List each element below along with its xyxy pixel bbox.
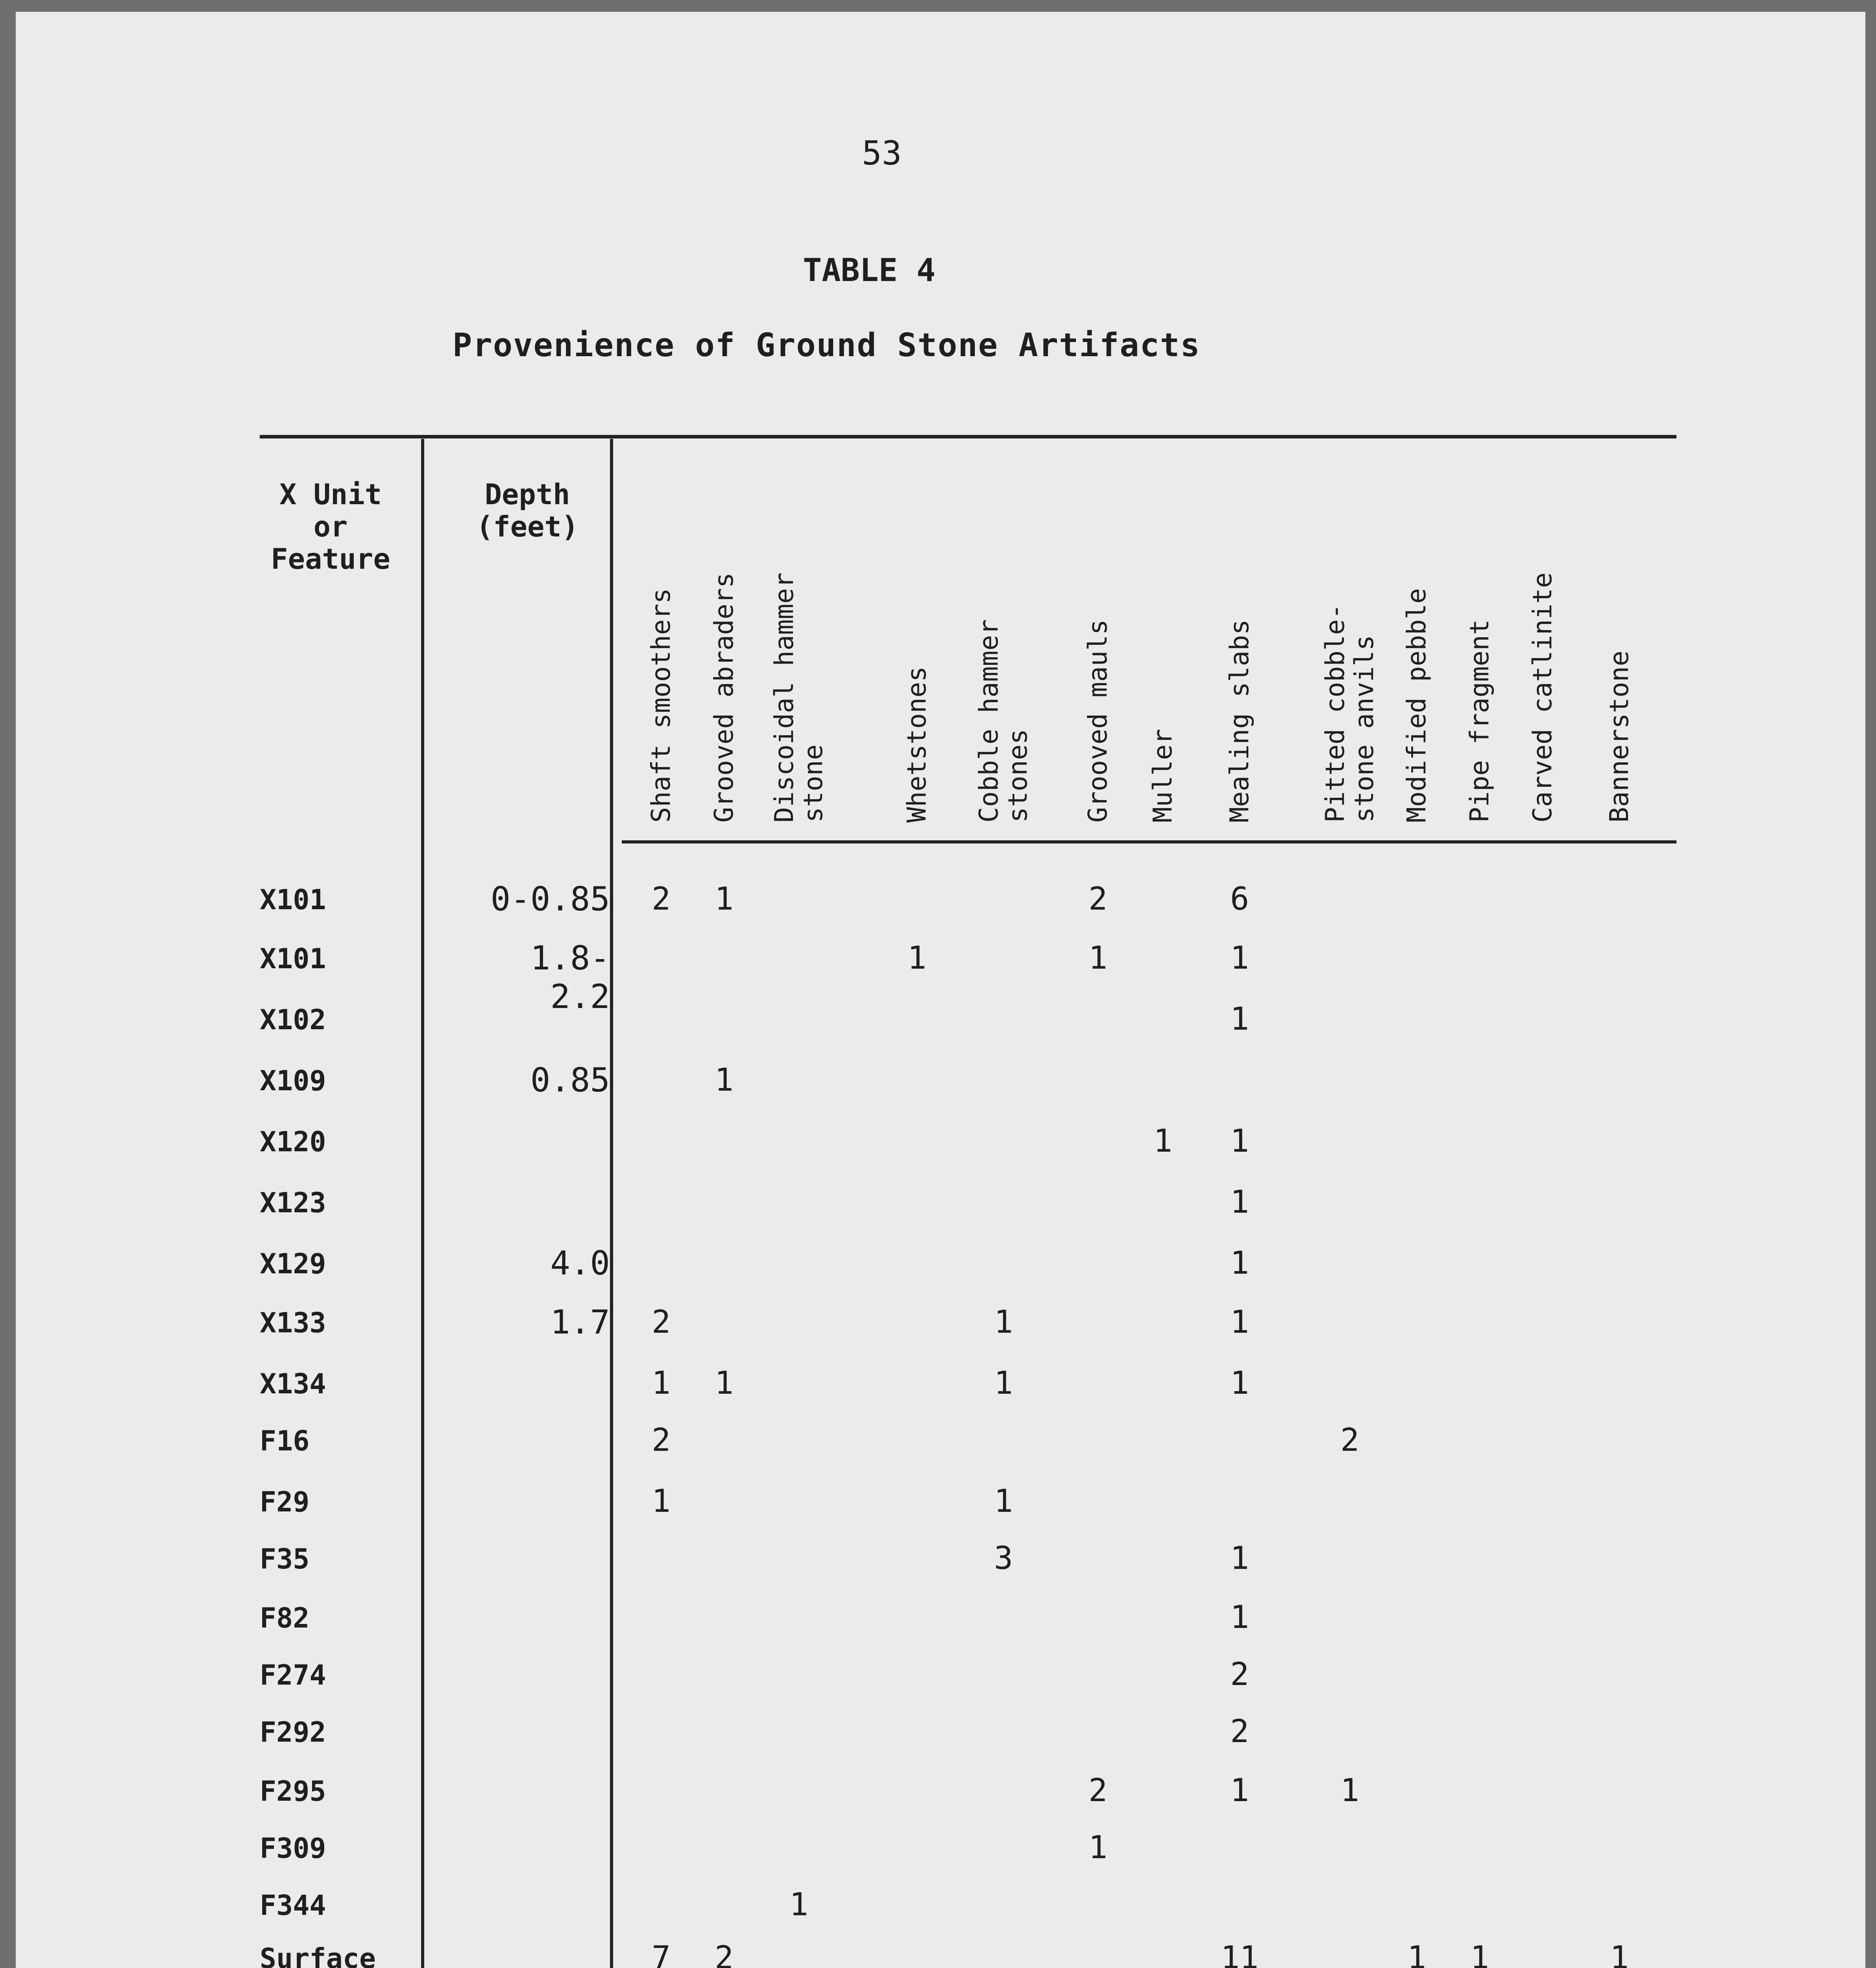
row-label: X101 [260,943,326,975]
column-header [1605,476,1634,823]
row-label: F82 [260,1602,310,1634]
header-bottom-rule [622,840,1676,843]
count-cell: 1 [1230,1599,1249,1635]
count-cell: 1 [651,1483,671,1519]
count-cell: 1 [1407,1939,1427,1968]
count-cell: 1 [789,1886,809,1923]
count-cell: 7 [651,1939,671,1968]
count-cell: 2 [651,1304,671,1340]
column-header [647,476,676,823]
column-header [974,476,1033,823]
count-cell: 1 [1230,1245,1249,1281]
depth-counts-divider [610,439,613,1968]
count-cell: 2 [651,880,671,917]
column-header-line1: Pitted cobble- [1320,603,1350,823]
depth-header [453,478,602,543]
count-cell: 1 [1088,1829,1108,1866]
column-header [1528,476,1557,823]
column-header-line1: Discoidal hammer [769,572,799,823]
unit-depth-divider [421,439,424,1968]
count-cell: 1 [907,940,927,976]
table-caption: TABLE 4 [803,252,936,289]
column-header [1465,476,1494,823]
column-header-line1: Shaft smoothers [646,588,676,823]
row-depth: 0.85 [530,1061,610,1099]
count-cell: 1 [1230,1184,1249,1220]
column-header [1083,476,1113,823]
row-label: X133 [260,1307,326,1339]
count-cell: 2 [1088,880,1108,917]
count-cell: 2 [714,1939,734,1968]
count-cell: 1 [1088,940,1108,976]
count-cell: 1 [1230,1540,1249,1576]
count-cell: 3 [994,1540,1013,1576]
row-label: F344 [260,1889,326,1922]
row-depth: 4.0 [550,1244,610,1282]
count-cell: 1 [1153,1123,1173,1159]
top-rule [260,435,1676,438]
row-label: F309 [260,1832,326,1864]
row-label: F292 [260,1716,326,1748]
count-cell: 1 [1230,1772,1249,1809]
count-cell: 2 [1340,1422,1360,1458]
count-cell: 11 [1220,1939,1259,1968]
row-label: F274 [260,1659,326,1691]
document-page [16,12,1865,1968]
column-header-line1: Cobble hammer [974,619,1004,823]
row-depth: 0-0.85 [490,880,610,918]
row-label: X129 [260,1248,326,1280]
column-header-line1: Muller [1148,729,1178,823]
column-header-line1: Grooved abraders [709,572,739,823]
column-header-line1: Mealing slabs [1224,619,1255,823]
column-header [1321,476,1379,823]
row-label: X120 [260,1126,326,1158]
column-header-line1: Bannerstone [1604,650,1634,823]
count-cell: 1 [1230,1365,1249,1401]
row-label: F29 [260,1486,310,1518]
row-label: Surface [260,1942,376,1968]
column-header-line1: Modified pebble [1401,588,1432,823]
depth-header-line2: (feet) [476,510,579,543]
column-header [1402,476,1431,823]
row-label: X101 [260,884,326,916]
column-header-line1: Whetstones [902,666,932,823]
count-cell: 1 [1340,1772,1360,1809]
count-cell: 1 [651,1365,671,1401]
unit-header-line1: X Unit [279,478,382,511]
row-label: X102 [260,1004,326,1036]
row-label: F35 [260,1543,310,1575]
column-header-line1: Carved catlinite [1527,572,1558,823]
row-depth: 1.8-2.2 [530,939,610,1016]
column-header [902,476,932,823]
column-header-line1: Grooved mauls [1083,619,1113,823]
count-cell: 6 [1230,880,1249,917]
count-cell: 1 [1470,1939,1490,1968]
page-number: 53 [862,134,902,172]
column-header [770,476,828,823]
count-cell: 1 [1230,940,1249,976]
row-label: F16 [260,1425,310,1457]
count-cell: 2 [1088,1772,1108,1809]
count-cell: 1 [714,1062,734,1098]
count-cell: 2 [651,1422,671,1458]
column-header-line2: stones [1003,729,1033,823]
count-cell: 1 [994,1365,1013,1401]
column-header [1148,476,1177,823]
count-cell: 1 [1230,1001,1249,1037]
column-header-line2: stone [798,744,828,823]
column-header-line2: stone anvils [1349,635,1379,823]
column-header [1225,476,1254,823]
row-label: X109 [260,1065,326,1097]
table-title: Provenience of Ground Stone Artifacts [453,327,1201,364]
unit-header-line2: or [313,510,348,543]
count-cell: 1 [994,1304,1013,1340]
count-cell: 1 [714,1365,734,1401]
count-cell: 1 [1230,1123,1249,1159]
unit-header-line3: Feature [271,542,390,575]
row-label: X123 [260,1187,326,1219]
column-header [710,476,739,823]
column-header-line1: Pipe fragment [1464,619,1495,823]
count-cell: 1 [1610,1939,1629,1968]
count-cell: 2 [1230,1656,1249,1692]
count-cell: 1 [1230,1304,1249,1340]
depth-header-line1: Depth [484,478,570,511]
unit-header [252,478,409,575]
row-depth: 1.7 [550,1303,610,1341]
row-label: F295 [260,1775,326,1807]
count-cell: 1 [994,1483,1013,1519]
row-label: X134 [260,1368,326,1400]
count-cell: 2 [1230,1713,1249,1750]
count-cell: 1 [714,880,734,917]
